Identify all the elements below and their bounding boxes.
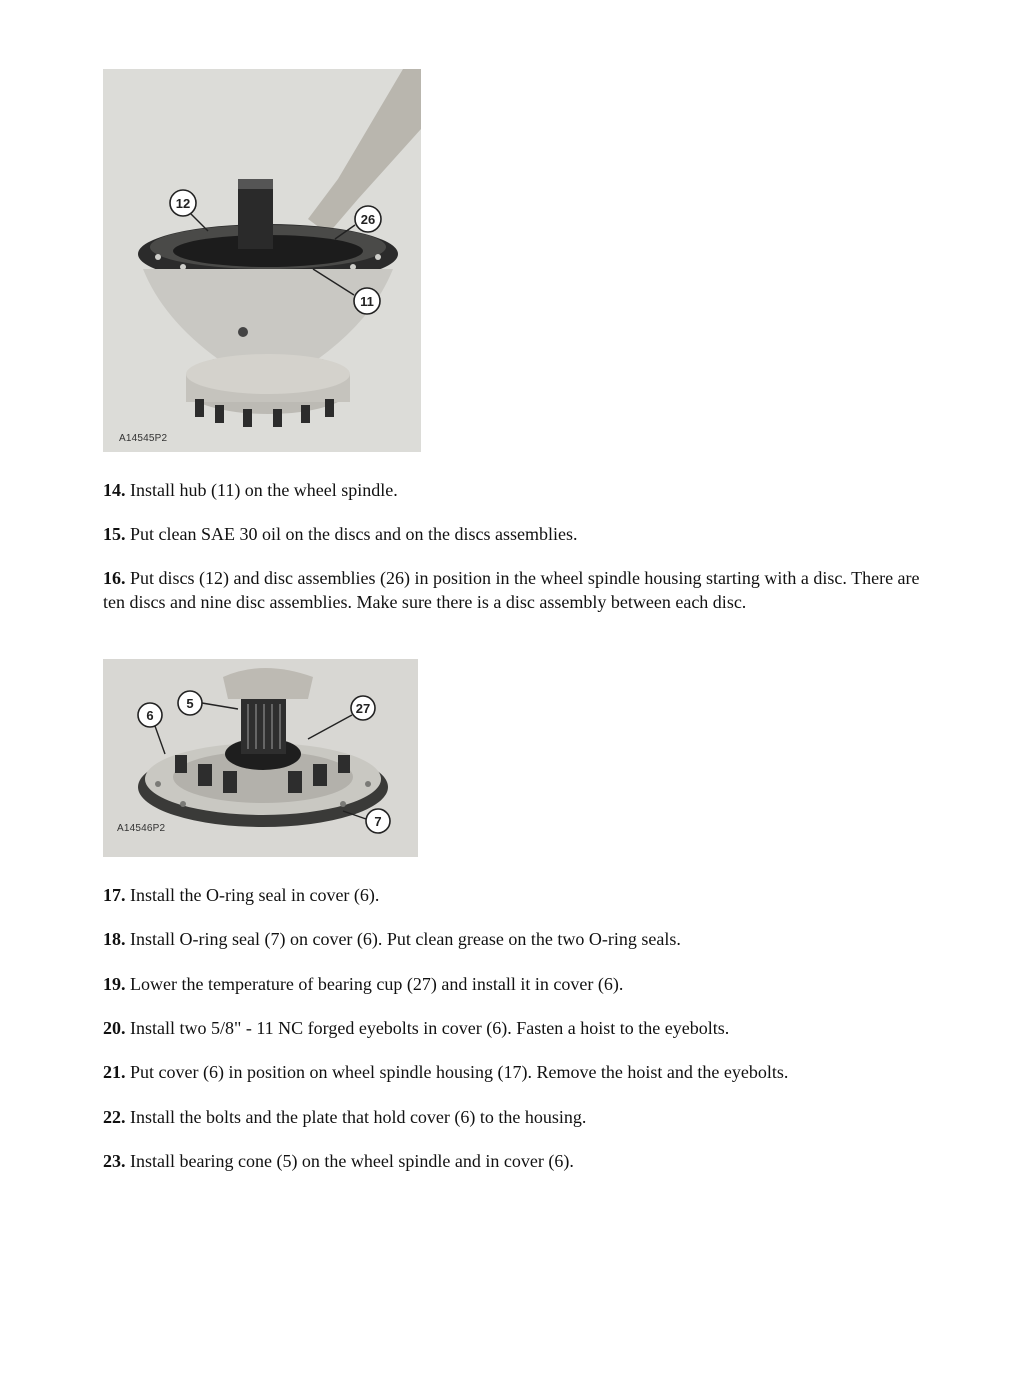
hub-discs-illustration xyxy=(103,69,421,452)
step-text: Put discs (12) and disc assemblies (26) in position in the wheel spindle housing starting with a disc. There are ten discs and nine disc assemblies. Make sure there is a disc assembly between each disc. xyxy=(103,568,920,612)
callout-26: 26 xyxy=(360,212,376,227)
step-text: Install two 5/8" - 11 NC forged eyebolts in cover (6). Fasten a hoist to the eyebolts. xyxy=(125,1018,730,1038)
step-14 xyxy=(103,478,923,502)
step-text: Install hub (11) on the wheel spindle. xyxy=(125,480,398,500)
step-16 xyxy=(103,566,923,614)
step-20 xyxy=(103,1016,923,1040)
step-18 xyxy=(103,927,923,951)
step-number: 17. xyxy=(103,885,126,905)
callout-5: 5 xyxy=(186,696,194,711)
callout-27: 27 xyxy=(355,701,371,716)
step-number: 18. xyxy=(103,929,126,949)
step-number: 19. xyxy=(103,974,126,994)
callout-11: 11 xyxy=(360,294,374,309)
step-17 xyxy=(103,883,923,907)
step-19 xyxy=(103,972,923,996)
figure-hub-discs-photo xyxy=(103,69,421,452)
step-22 xyxy=(103,1105,923,1129)
callout-6: 6 xyxy=(146,708,154,723)
callout-7: 7 xyxy=(374,814,382,829)
figure-code: A14545P2 xyxy=(119,433,168,444)
step-text: Put clean SAE 30 oil on the discs and on the discs assemblies. xyxy=(125,524,578,544)
step-text: Install the bolts and the plate that hold cover (6) to the housing. xyxy=(125,1107,587,1127)
step-text: Install the O-ring seal in cover (6). xyxy=(125,885,380,905)
step-text: Install bearing cone (5) on the wheel spindle and in cover (6). xyxy=(125,1151,574,1171)
step-23 xyxy=(103,1149,923,1173)
step-number: 16. xyxy=(103,568,126,588)
step-number: 20. xyxy=(103,1018,126,1038)
step-number: 14. xyxy=(103,480,126,500)
step-number: 23. xyxy=(103,1151,126,1171)
figure-code: A14546P2 xyxy=(117,823,166,834)
step-15 xyxy=(103,522,923,546)
step-21 xyxy=(103,1060,923,1084)
callout-12: 12 xyxy=(175,196,191,211)
step-text: Put cover (6) in position on wheel spindle housing (17). Remove the hoist and the eyebolts. xyxy=(125,1062,789,1082)
step-text: Install O-ring seal (7) on cover (6). Put clean grease on the two O-ring seals. xyxy=(125,929,681,949)
step-text: Lower the temperature of bearing cup (27) and install it in cover (6). xyxy=(125,974,624,994)
step-number: 21. xyxy=(103,1062,126,1082)
step-number: 22. xyxy=(103,1107,126,1127)
step-number: 15. xyxy=(103,524,126,544)
